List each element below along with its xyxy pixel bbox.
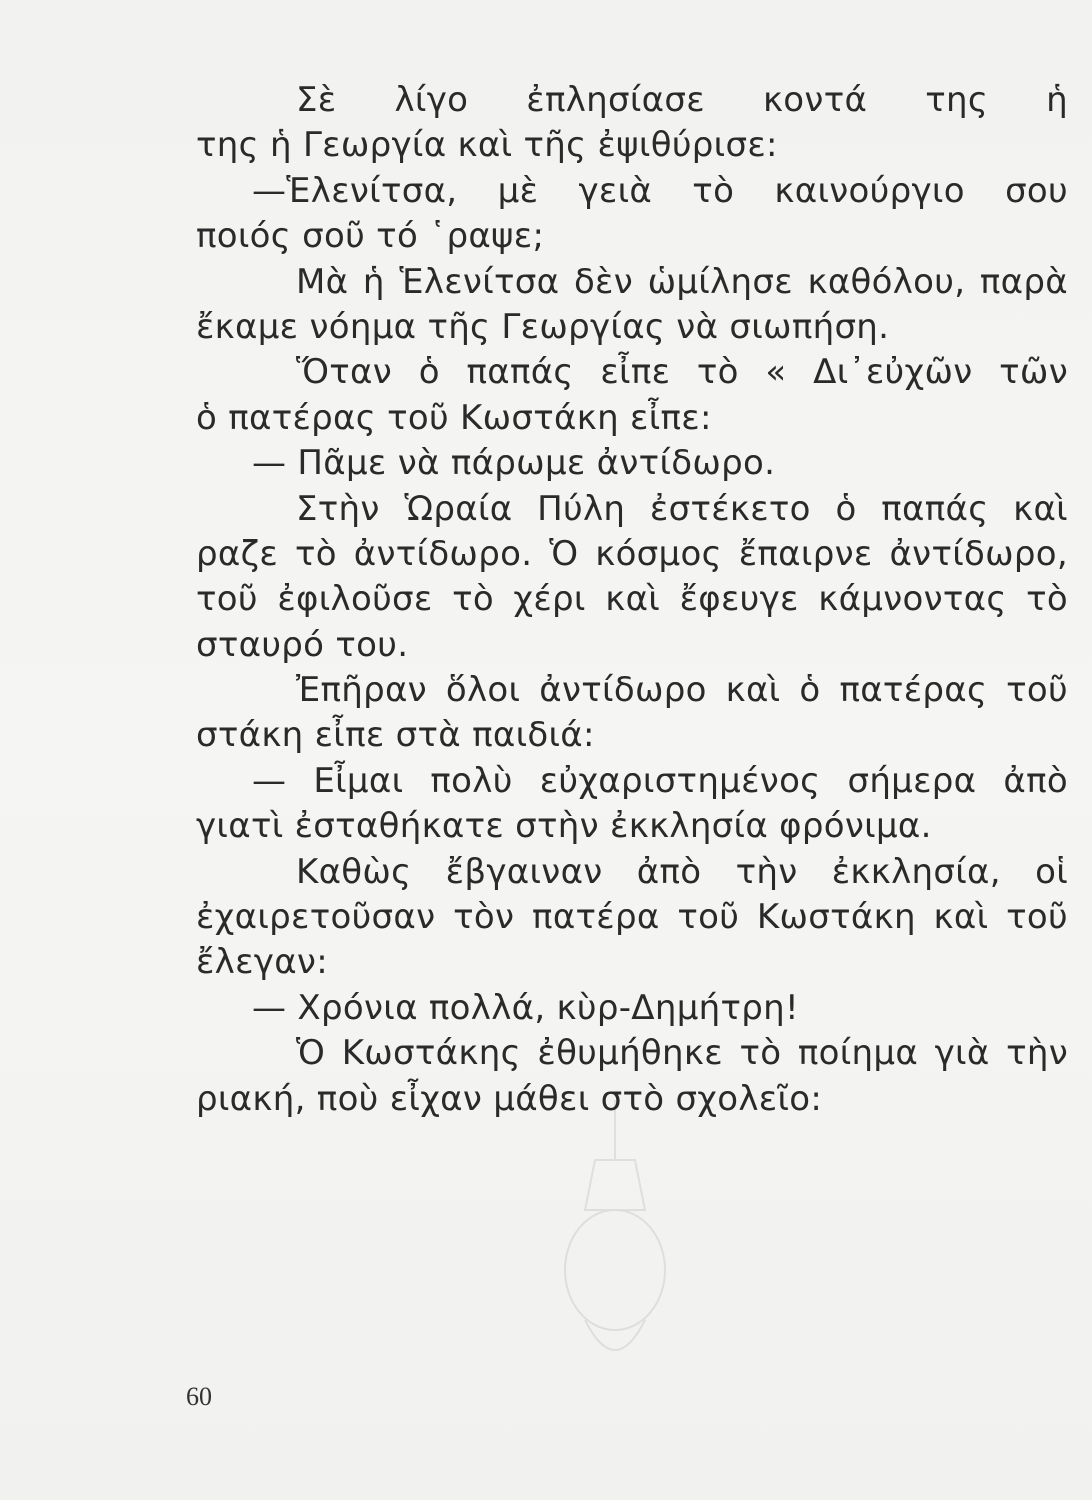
text-line: — Εἶμαι πολὺ εὐχαριστημένος σήμερα ἀπὸ bbox=[252, 760, 1068, 801]
text-line: στάκη εἶπε στὰ παιδιά: bbox=[196, 715, 595, 756]
text-line: Ὅταν ὁ παπάς εἶπε τὸ « Δι᾽εὐχῶν τῶν bbox=[296, 352, 1068, 393]
page-number: 60 bbox=[186, 1382, 212, 1411]
text-line: —Ἑλενίτσα, μὲ γειὰ τὸ καινούργιο σου bbox=[252, 170, 1068, 211]
text-line: ποιός σοῦ τό ῾ραψε; bbox=[196, 216, 545, 257]
text-line: ἔκαμε νόημα τῆς Γεωργίας νὰ σιωπήση. bbox=[196, 306, 890, 347]
text-line: Καθὼς ἔβγαιναν ἀπὸ τὴν ἐκκλησία, οἱ bbox=[296, 851, 1068, 892]
text-line: γιατὶ ἐσταθήκατε στὴν ἐκκλησία φρόνιμα. bbox=[196, 806, 932, 847]
text-line: Στὴν Ὡραία Πύλη ἐστέκετο ὁ παπάς καὶ bbox=[296, 488, 1068, 529]
text-line: ἐχαιρετοῦσαν τὸν πατέρα τοῦ Κωστάκη καὶ τοῦ bbox=[196, 897, 1068, 938]
text-line: σταυρό του. bbox=[196, 624, 409, 665]
text-line: Σὲ λίγο ἐπλησίασε κοντά της ἡ bbox=[296, 80, 1068, 120]
oil-lamp-watermark-icon bbox=[540, 1100, 690, 1400]
text-line: — Χρόνια πολλά, κὺρ-Δημήτρη! bbox=[252, 987, 799, 1028]
text-line: Ἐπῆραν ὅλοι ἀντίδωρο καὶ ὁ πατέρας τοῦ bbox=[296, 670, 1068, 711]
text-line: της ἡ Γεωργία καὶ τῆς ἐψιθύρισε: bbox=[196, 125, 778, 166]
text-line: Ὁ Κωστάκης ἐθυμήθηκε τὸ ποίημα γιὰ τὴν bbox=[296, 1033, 1068, 1074]
text-line: ὁ πατέρας τοῦ Κωστάκη εἶπε: bbox=[196, 397, 712, 438]
text-line: ριακή, ποὺ εἶχαν μάθει στὸ σχολεῖο: bbox=[196, 1078, 823, 1119]
text-line: — Πᾶμε νὰ πάρωμε ἀντίδωρο. bbox=[252, 443, 776, 484]
body-text bbox=[196, 78, 1068, 1122]
text-line: τοῦ ἐφιλοῦσε τὸ χέρι καὶ ἔφευγε κάμνοντας τὸ bbox=[196, 579, 1068, 620]
text-line: Μὰ ἡ Ἑλενίτσα δὲν ὡμίλησε καθόλου, παρὰ bbox=[296, 261, 1068, 302]
text-line: ἔλεγαν: bbox=[196, 942, 328, 983]
text-line: ραζε τὸ ἀντίδωρο. Ὁ κόσμος ἔπαιρνε ἀντίδωρο, bbox=[196, 533, 1068, 574]
